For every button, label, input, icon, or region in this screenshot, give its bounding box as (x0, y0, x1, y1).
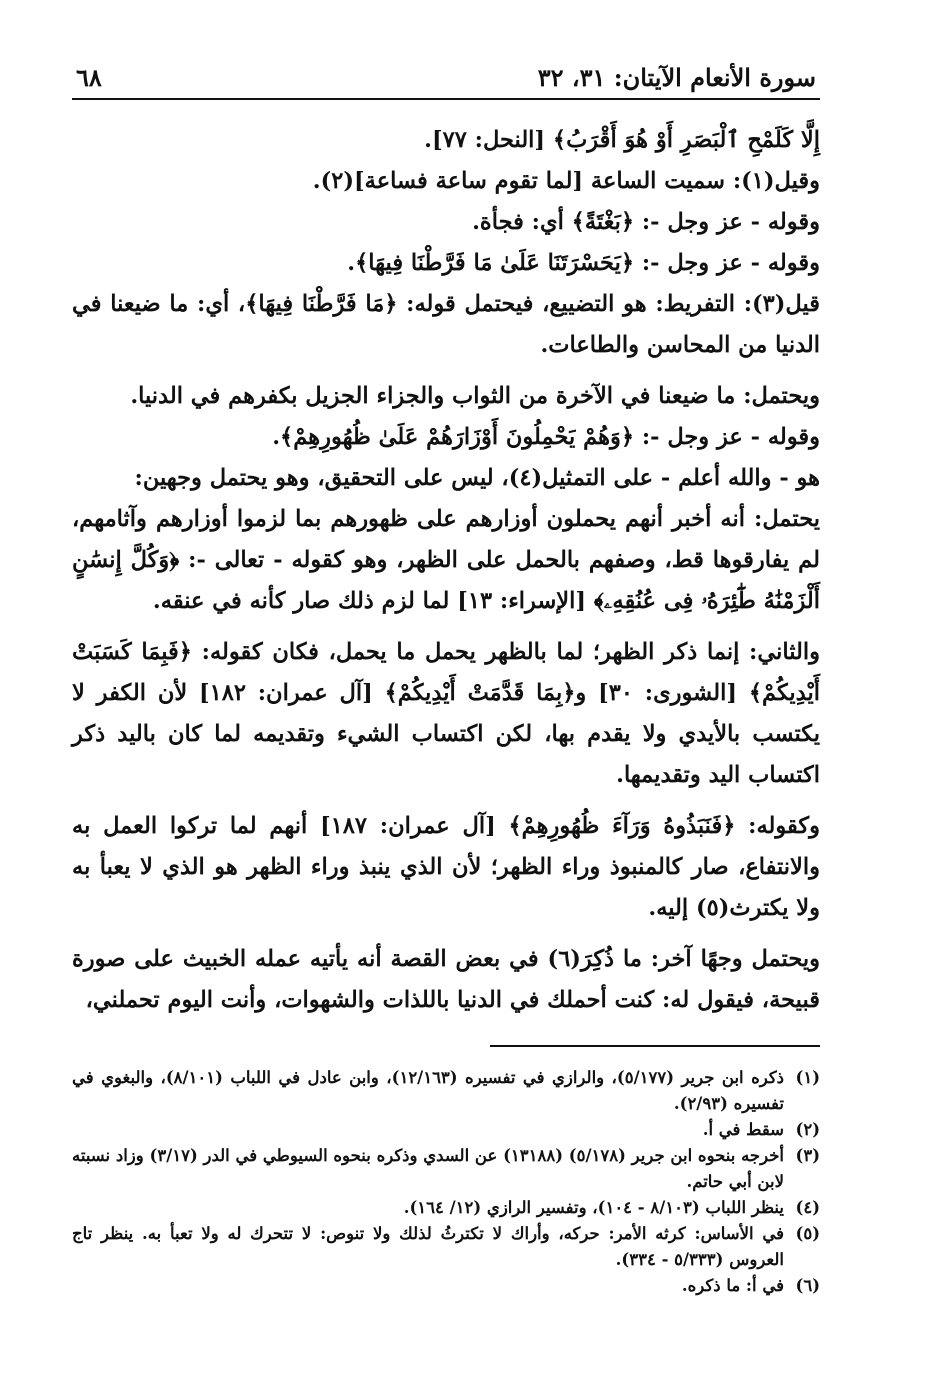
page-header (72, 48, 820, 100)
paragraph: ويحتمل وجهًا آخر: ما ذُكِرَ(٦) في بعض القصة أنه يأتيه عمله الخبيث على صورة قبيحة، فيقول له: كنت أحملك في الدنيا باللذات والشهوات، وأنت اليوم تحملني، (72, 946, 821, 1013)
footnote-text: ينظر اللباب (٨/١٠٣ - ١٠٤)، وتفسير الرازي (١٢/ ١٦٤). (403, 1198, 784, 1217)
document-page (72, 48, 820, 1299)
footnote-text: ذكره ابن جرير (٥/١٧٧)، والرازي في تفسيره (١٢/١٦٣)، وابن عادل في اللباب (٨/١٠١)، والبغوي في تفسيره (٢/٩٣). (72, 1068, 785, 1113)
footnote (72, 1273, 820, 1299)
body-text (72, 120, 820, 1021)
footnote-divider (490, 1045, 820, 1047)
footnote (72, 1195, 820, 1221)
footnotes (72, 1065, 820, 1299)
running-title: سورة الأنعام الآيتان: ٣١، ٣٢ (537, 63, 816, 92)
footnote-number: (٣) (795, 1146, 820, 1165)
paragraph: وقيل(١): سميت الساعة [لما تقوم ساعة فساعة](٢). (312, 168, 820, 194)
footnote (72, 1117, 820, 1143)
paragraph: وقوله - عز وجل -: ﴿وَهُمْ يَحْمِلُونَ أَوْزَارَهُمْ عَلَىٰ ظُهُورِهِمْ﴾. (272, 424, 820, 450)
paragraph: هو - والله أعلم - على التمثيل(٤)، ليس على التحقيق، وهو يحتمل وجهين: (134, 465, 820, 491)
footnote (72, 1221, 820, 1273)
paragraph: يحتمل: أنه أخبر أنهم يحملون أوزارهم على ظهورهم بما لزموا أوزارهم وآثامهم، لم يفارقوها قط، وصفهم بالحمل على الظهر، وهو كقوله - تعالى -: ﴿وَكُلَّ إِنسَٰنٍ أَلْزَمْنَٰهُ طَٰٓئِرَهُۥ فِى عُنُقِهِۦ﴾ [الإسراء: ١٣] لما لزم ذلك صار كأنه في عنقه. (72, 506, 820, 614)
footnote-text: في الأساس: كرثه الأمر: حركه، وأراك لا تكترثُ لذلك ولا تنوص: لا تتحرك له ولا تعبأ به. ينظر تاج العروس (٥/٣٣٣ - ٣٣٤). (72, 1224, 784, 1269)
footnote-number: (٤) (795, 1198, 820, 1217)
footnote-number: (٢) (795, 1120, 820, 1139)
paragraph: قيل(٣): التفريط: هو التضييع، فيحتمل قوله: ﴿مَا فَرَّطْنَا فِيهَا﴾، أي: ما ضيعنا في الدنيا من المحاسن والطاعات. (72, 291, 820, 358)
footnote-number: (٦) (795, 1276, 820, 1295)
footnote-number: (١) (795, 1068, 820, 1087)
paragraph: وقوله - عز وجل -: ﴿بَغْتَةً﴾ أي: فجأة. (472, 209, 820, 235)
paragraph: والثاني: إنما ذكر الظهر؛ لما بالظهر يحمل ما يحمل، فكان كقوله: ﴿فَبِمَا كَسَبَتْ أَيْدِيكُمْ﴾ [الشورى: ٣٠] و﴿بِمَا قَدَّمَتْ أَيْدِيكُمْ﴾ [آل عمران: ١٨٢] لأن الكفر لا يكتسب بالأيدي ولا يقدم بها، لكن اكتساب الشيء وتقديمه لما كان باليد ذكر اكتساب اليد وتقديمها. (72, 639, 820, 788)
footnote-number: (٥) (795, 1224, 820, 1243)
footnote-text: سقط في أ. (702, 1120, 784, 1139)
footnote (72, 1065, 820, 1117)
footnote (72, 1143, 820, 1195)
paragraph: ويحتمل: ما ضيعنا في الآخرة من الثواب والجزاء الجزيل بكفرهم في الدنيا. (130, 383, 820, 409)
footnote-text: في أ: ما ذكره. (681, 1276, 784, 1295)
paragraph: وقوله - عز وجل -: ﴿يَحَسْرَتَنَا عَلَىٰ مَا فَرَّطْنَا فِيهَا﴾. (347, 250, 820, 276)
paragraph: وكقوله: ﴿فَنَبَذُوهُ وَرَآءَ ظُهُورِهِمْ﴾ [آل عمران: ١٨٧] أنهم لما تركوا العمل به والانتفاع، صار كالمنبوذ وراء الظهر؛ لأن الذي ينبذ وراء الظهر هو الذي لا يعبأ به ولا يكترث(٥) إليه. (72, 813, 820, 921)
footnote-text: أخرجه بنحوه ابن جرير (٥/١٧٨) (١٣١٨٨) عن السدي وذكره بنحوه السيوطي في الدر (٣/١٧) وزاد نسبته لابن أبي حاتم. (72, 1146, 785, 1191)
paragraph: إِلَّا كَلَمْحِ ٱلْبَصَرِ أَوْ هُوَ أَقْرَبُ﴾ [النحل: ٧٧]. (424, 127, 820, 153)
page-number: ٦٨ (76, 63, 102, 92)
